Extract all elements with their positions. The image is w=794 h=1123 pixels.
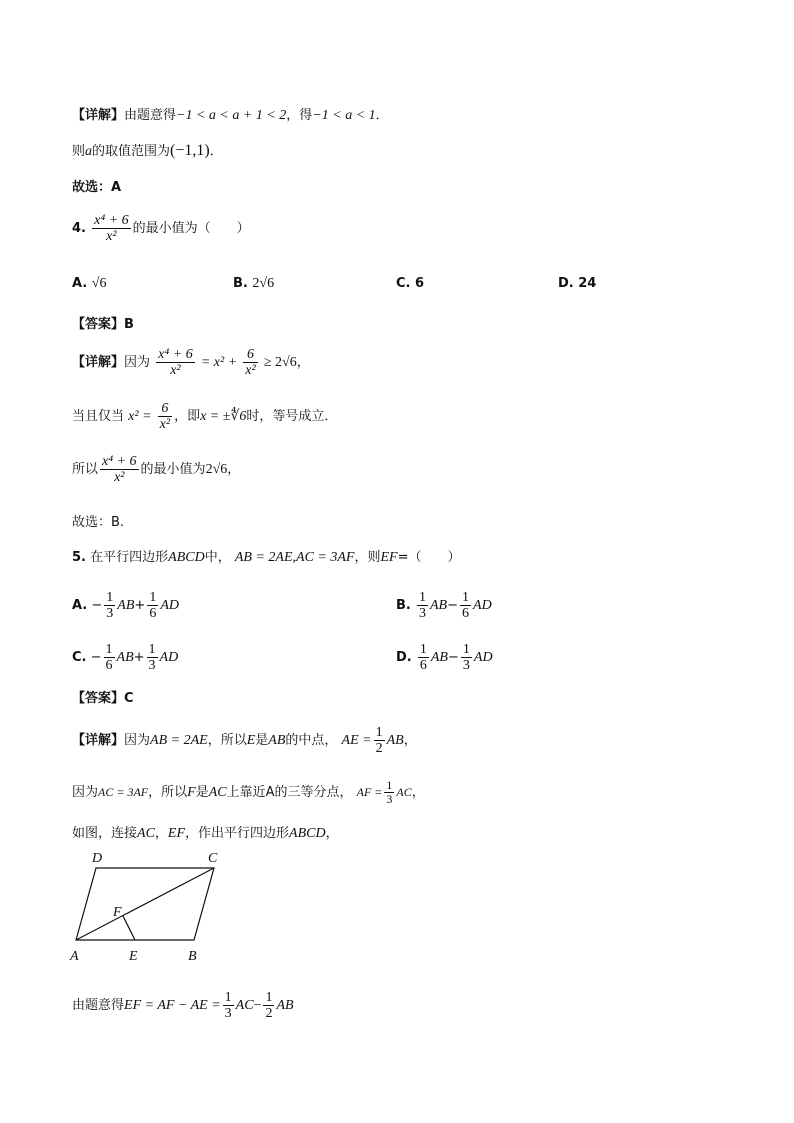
text: 则 bbox=[72, 144, 86, 159]
q4-answer: 【答案】B bbox=[72, 317, 134, 332]
denominator: x² bbox=[245, 363, 256, 378]
coefficient bbox=[461, 642, 472, 673]
text: ， bbox=[411, 785, 425, 800]
q3-choose: 故选：A bbox=[72, 180, 122, 195]
vector-condition: AC = 3AF bbox=[296, 550, 355, 565]
text: ． bbox=[375, 108, 389, 123]
coefficient bbox=[417, 590, 428, 621]
denominator: x² bbox=[170, 363, 181, 378]
option-label: C. bbox=[396, 276, 411, 291]
q5-stem: 5. 在平行四边形ABCD中， AB = 2AE,AC = 3AF，则EF=（ ） bbox=[72, 550, 461, 565]
denominator: x² bbox=[114, 470, 125, 485]
question-number: 5. bbox=[72, 550, 86, 565]
numerator: 1 bbox=[462, 642, 470, 657]
expression: x = ±∜6 bbox=[200, 409, 247, 424]
sign: − bbox=[447, 598, 459, 613]
text: 的取值范围为 bbox=[92, 144, 171, 159]
text: ． bbox=[209, 144, 223, 159]
text: 中， bbox=[204, 550, 231, 565]
coefficient bbox=[418, 642, 429, 673]
numerator: x⁴ + 6 bbox=[158, 347, 193, 362]
q4-detail-line3 bbox=[72, 454, 240, 485]
sign: + bbox=[133, 650, 145, 665]
text: 所以 bbox=[72, 462, 99, 477]
option-value: 24 bbox=[578, 276, 597, 291]
diagonal-ac bbox=[76, 868, 214, 940]
option-label: D. bbox=[396, 650, 412, 665]
text: ，得 bbox=[286, 108, 313, 123]
option-label: A. bbox=[72, 598, 88, 613]
fraction bbox=[158, 401, 172, 432]
sign: + bbox=[134, 598, 146, 613]
vector: AD bbox=[473, 650, 493, 665]
text: 是 bbox=[195, 785, 209, 800]
q5-option-d[interactable] bbox=[396, 642, 493, 673]
detail-label: 【详解】 bbox=[72, 108, 125, 123]
numerator: x⁴ + 6 bbox=[102, 454, 137, 469]
segment: EF bbox=[167, 826, 186, 841]
coefficient bbox=[104, 642, 115, 673]
variable: a bbox=[85, 144, 93, 159]
numerator: 1 bbox=[149, 590, 157, 605]
vector-condition: AB = 2AE bbox=[234, 550, 293, 565]
inequality: −1 < a < 1 bbox=[312, 108, 376, 123]
label-c: C bbox=[208, 851, 218, 866]
text: 时，等号成立． bbox=[246, 409, 338, 424]
numerator: 1 bbox=[419, 642, 427, 657]
fraction: $\frac{1}{2}$ bbox=[265, 990, 273, 1021]
label-b: B bbox=[188, 949, 197, 964]
text: ， bbox=[296, 355, 310, 370]
text: ，即 bbox=[174, 409, 201, 424]
label-f: F bbox=[113, 905, 122, 920]
segment: AB bbox=[268, 733, 286, 748]
denominator: x² bbox=[106, 229, 117, 244]
q5-detail-line2: 因为AC = 3AF，所以F是AC上靠近A的三等分点， AF = $\frac{1}{3}$ AC， bbox=[72, 778, 425, 806]
coefficient bbox=[460, 590, 471, 621]
shape-name: ABCD bbox=[289, 826, 326, 841]
option-value: 6 bbox=[415, 276, 425, 291]
denominator: x² bbox=[159, 417, 171, 432]
range-value: (−1,1) bbox=[170, 142, 210, 159]
q4-detail-line1 bbox=[72, 347, 310, 378]
shape-name: ABCD bbox=[168, 550, 205, 565]
denominator: 6 bbox=[419, 658, 427, 673]
text: ， bbox=[154, 826, 168, 841]
option-value: √6 bbox=[91, 276, 107, 291]
q4-option-c[interactable] bbox=[396, 276, 424, 291]
text: 上靠近A的三等分点， bbox=[226, 785, 353, 800]
denominator: 3 bbox=[419, 606, 426, 621]
segment-ef bbox=[123, 916, 135, 940]
vector: AD bbox=[473, 598, 492, 613]
q4-option-a[interactable] bbox=[72, 276, 106, 292]
option-value: 2√6 bbox=[252, 276, 275, 291]
fraction bbox=[156, 347, 195, 378]
denominator: 3 bbox=[148, 658, 156, 673]
numerator: 1 bbox=[462, 590, 470, 605]
text: 是 bbox=[255, 733, 269, 748]
q5-detail-line1: 【详解】因为AB = 2AE，所以E是AB的中点， AE = $\frac{1}{2}$ AB， bbox=[72, 725, 417, 756]
text: 的中点， bbox=[285, 733, 338, 748]
text: ，所以 bbox=[148, 785, 188, 800]
denominator: 6 bbox=[105, 658, 113, 673]
text: =（ ） bbox=[397, 550, 461, 565]
label-a: A bbox=[70, 949, 79, 964]
sign: − bbox=[447, 650, 459, 665]
label-d: D bbox=[92, 851, 103, 866]
text: ，则 bbox=[354, 550, 381, 565]
expression: ≥ 2√6 bbox=[263, 355, 297, 370]
text: 的最小值为 bbox=[140, 462, 206, 477]
numerator: 1 bbox=[148, 642, 156, 657]
text: ， bbox=[227, 462, 241, 477]
text: 的最小值为（ ） bbox=[132, 221, 250, 236]
vector-condition: AC = 3AF bbox=[98, 785, 149, 799]
numerator: 1 bbox=[419, 590, 426, 605]
label-e: E bbox=[129, 949, 138, 964]
q5-option-b[interactable] bbox=[396, 590, 492, 621]
q4-stem bbox=[72, 213, 250, 244]
numerator: 1 bbox=[106, 590, 114, 605]
detail-label: 【详解】 bbox=[72, 733, 125, 748]
text: 因为 bbox=[124, 733, 151, 748]
q4-option-d[interactable] bbox=[558, 276, 596, 291]
value: 2√6 bbox=[205, 462, 228, 477]
sign: − bbox=[91, 598, 103, 613]
vector: EF bbox=[380, 550, 398, 565]
denominator: 6 bbox=[149, 606, 157, 621]
sign: − bbox=[90, 650, 102, 665]
q5-option-a[interactable] bbox=[72, 590, 179, 621]
text: ，所以 bbox=[207, 733, 247, 748]
q4-detail-line2 bbox=[72, 401, 337, 432]
numerator: 6 bbox=[158, 401, 172, 417]
expression: = x² + bbox=[200, 355, 238, 370]
option-label: B. bbox=[233, 276, 248, 291]
numerator: x⁴ + 6 bbox=[94, 213, 129, 228]
q5-answer: 【答案】C bbox=[72, 691, 134, 706]
text: 由题意得 bbox=[124, 108, 177, 123]
numerator: 6 bbox=[243, 347, 257, 363]
text: ， bbox=[403, 733, 417, 748]
text: ， bbox=[325, 826, 339, 841]
segment: AC bbox=[208, 785, 227, 800]
fraction bbox=[243, 347, 257, 378]
q3-detail-line bbox=[72, 104, 389, 124]
text: 由题意得 bbox=[72, 998, 125, 1013]
segment: AC bbox=[137, 826, 155, 841]
coefficient bbox=[104, 590, 115, 621]
denominator: 6 bbox=[462, 606, 470, 621]
option-label: C. bbox=[72, 650, 87, 665]
text: 如图，连接 bbox=[72, 826, 138, 841]
vector: AB bbox=[116, 650, 134, 665]
q5-detail-line4: 由题意得EF = AF − AE = $\frac{1}{3}$ AC− $\frac{1}{2}$ AB bbox=[72, 990, 294, 1021]
question-number: 4. bbox=[72, 221, 86, 236]
fraction: $\frac{1}{3}$ bbox=[386, 778, 393, 806]
denominator: 3 bbox=[462, 658, 470, 673]
vector: AB bbox=[430, 650, 448, 665]
expression: EF = AF − AE = bbox=[124, 998, 221, 1013]
detail-label: 【详解】 bbox=[72, 355, 125, 370]
q5-detail-line3 bbox=[72, 822, 339, 842]
text: 因为 bbox=[124, 355, 151, 370]
vector: AD bbox=[159, 650, 179, 665]
point: E bbox=[246, 733, 256, 748]
coefficient bbox=[147, 590, 158, 621]
fraction: $\frac{1}{3}$ bbox=[224, 990, 232, 1021]
q3-range-line bbox=[72, 140, 223, 160]
coefficient bbox=[147, 642, 158, 673]
option-label: B. bbox=[396, 598, 411, 613]
fraction bbox=[100, 454, 139, 485]
numerator: 1 bbox=[105, 642, 113, 657]
expression: x² = bbox=[128, 409, 152, 424]
q4-choose: 故选：B. bbox=[72, 515, 125, 530]
parallelogram-figure bbox=[66, 846, 236, 966]
q5-option-c[interactable] bbox=[72, 642, 178, 673]
point: F bbox=[187, 785, 196, 800]
inequality: −1 < a < a + 1 < 2 bbox=[176, 108, 287, 123]
denominator: 3 bbox=[106, 606, 114, 621]
option-label: D. bbox=[558, 276, 574, 291]
text: ，作出平行四边形 bbox=[185, 826, 290, 841]
fraction: $\frac{1}{2}$ bbox=[375, 725, 383, 756]
vector: AB bbox=[430, 598, 448, 613]
q4-option-b[interactable] bbox=[233, 276, 274, 292]
text: 因为 bbox=[72, 785, 99, 800]
vector: AB bbox=[117, 598, 135, 613]
text: 当且仅当 bbox=[72, 409, 125, 424]
vector: AD bbox=[160, 598, 179, 613]
vector-condition: AB = 2AE bbox=[150, 733, 208, 748]
q4-fraction bbox=[92, 213, 131, 244]
option-label: A. bbox=[72, 276, 88, 291]
text: 在平行四边形 bbox=[90, 550, 169, 565]
